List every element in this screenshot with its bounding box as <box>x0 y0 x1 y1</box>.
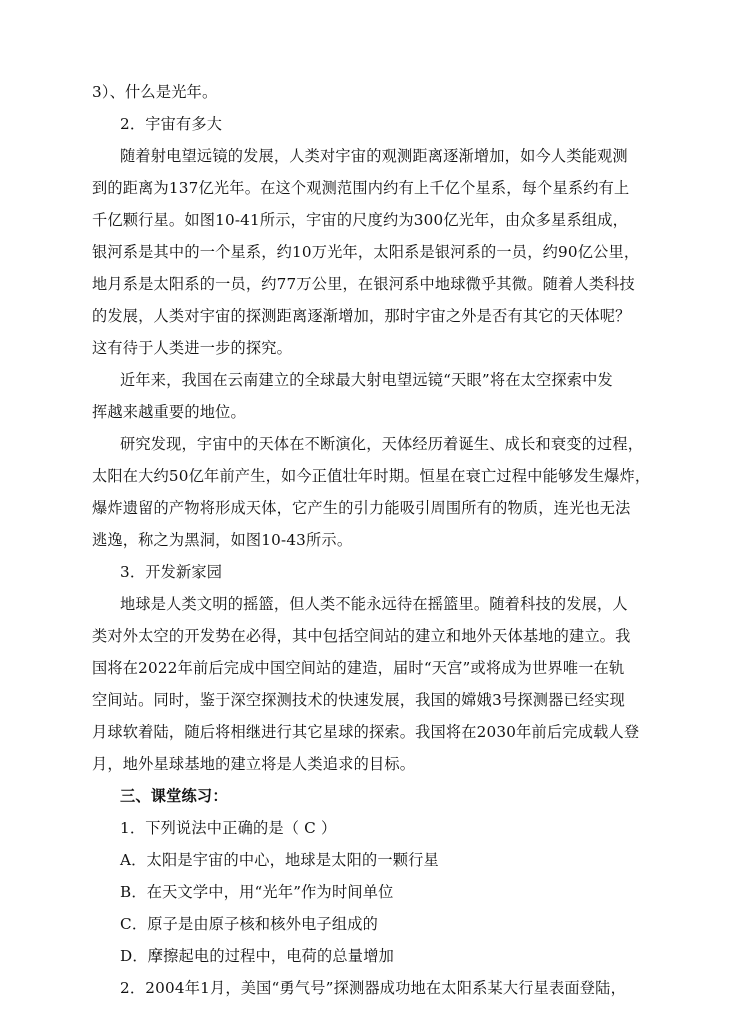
option-b: B．在天文学中，用“光年”作为时间单位 <box>120 883 394 901</box>
option-c: C．原子是由原子核和核外电子组成的 <box>120 915 379 933</box>
paragraph-line: 国将在2022年前后完成中国空间站的建造，届时“天宫”或将成为世界唯一在轨 <box>92 659 625 677</box>
option-a: A．太阳是宇宙的中心，地球是太阳的一颗行星 <box>120 851 439 869</box>
paragraph-line: 月，地外星球基地的建立将是人类追求的目标。 <box>92 755 416 773</box>
section-heading: 3．开发新家园 <box>120 563 223 581</box>
question-item: 3）、什么是光年。 <box>92 83 218 101</box>
paragraph-line: 挥越来越重要的地位。 <box>92 403 246 421</box>
paragraph-line: 地月系是太阳系的一员，约77万公里，在银河系中地球微乎其微。随着人类科技 <box>92 275 635 293</box>
paragraph-line: 研究发现，宇宙中的天体在不断演化，天体经历着诞生、成长和衰变的过程， <box>120 435 644 453</box>
paragraph-line: 千亿颗行星。如图10-41所示，宇宙的尺度约为300亿光年，由众多星系组成， <box>92 211 628 229</box>
section-heading: 2．宇宙有多大 <box>120 115 223 133</box>
paragraph-line: 空间站。同时，鉴于深空探测技术的快速发展，我国的嫦娥3号探测器已经实现 <box>92 691 626 709</box>
paragraph-line: 随着射电望远镜的发展，人类对宇宙的观测距离逐渐增加，如今人类能观测 <box>120 147 628 165</box>
paragraph-line: 的发展，人类对宇宙的探测距离逐渐增加，那时宇宙之外是否有其它的天体呢？ <box>92 307 631 325</box>
section-heading: 三、课堂练习： <box>120 787 228 805</box>
paragraph-line: 地球是人类文明的摇篮，但人类不能永远待在摇篮里。随着科技的发展，人 <box>120 595 628 613</box>
paragraph-line: 太阳在大约50亿年前产生，如今正值壮年时期。恒星在衰亡过程中能够发生爆炸， <box>92 467 651 485</box>
paragraph-line: 月球软着陆，随后将相继进行其它星球的探索。我国将在2030年前后完成载人登 <box>92 723 640 741</box>
option-d: D．摩擦起电的过程中，电荷的总量增加 <box>120 947 394 965</box>
paragraph-line: 银河系是其中的一个星系，约10万光年，太阳系是银河系的一员，约90亿公里， <box>92 243 640 261</box>
paragraph-line: 爆炸遗留的产物将形成天体，它产生的引力能吸引周围所有的物质，连光也无法 <box>92 499 631 517</box>
paragraph-line: 这有待于人类进一步的探究。 <box>92 339 293 357</box>
paragraph-line: 到的距离为137亿光年。在这个观测范围内约有上千亿个星系，每个星系约有上 <box>92 179 630 197</box>
paragraph-line: 近年来，我国在云南建立的全球最大射电望远镜“天眼”将在太空探索中发 <box>120 371 613 389</box>
question-stem: 1．下列说法中正确的是（ C ） <box>120 819 337 837</box>
paragraph-line: 逃逸，称之为黑洞，如图10-43所示。 <box>92 531 353 549</box>
paragraph-line: 类对外太空的开发势在必得，其中包括空间站的建立和地外天体基地的建立。我 <box>92 627 631 645</box>
question-stem: 2．2004年1月，美国“勇气号”探测器成功地在太阳系某大行星表面登陆， <box>120 979 626 997</box>
